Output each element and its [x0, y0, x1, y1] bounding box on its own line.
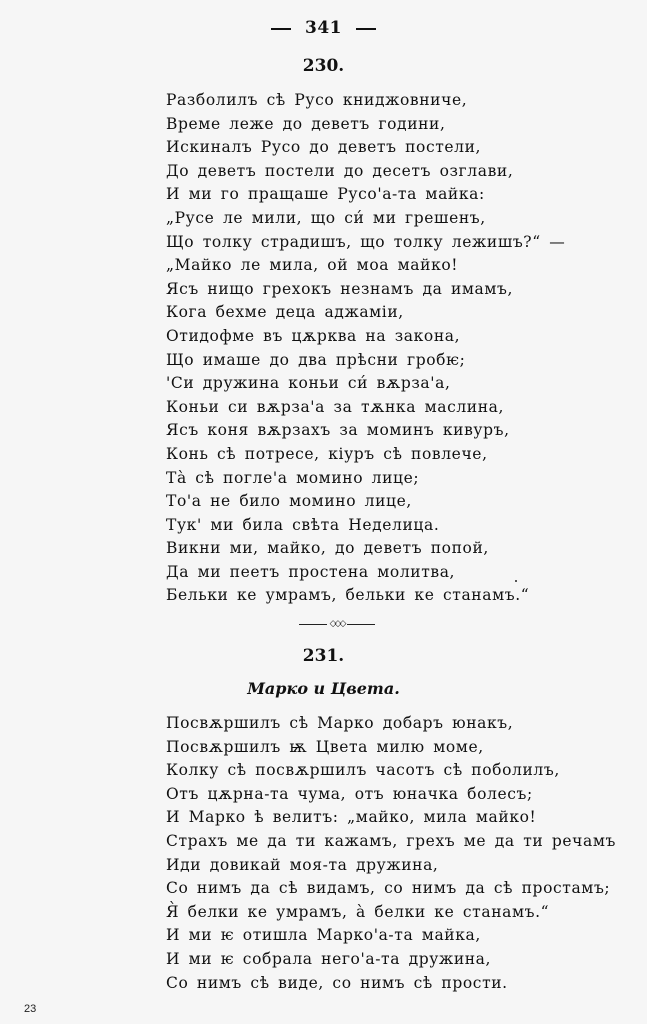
page-number-header	[0, 18, 647, 38]
signature-mark: 23	[24, 1003, 37, 1015]
verse-line: Со нимъ да сѣ видамъ, со нимъ да сѣ простамъ;	[166, 879, 611, 898]
verse-line: Иди довикай моя-та дружина,	[166, 855, 439, 874]
verse-line: „Майко ле мила, ой моа майко!	[166, 256, 459, 275]
poem-231-verses	[166, 712, 616, 995]
header-dash-right	[356, 28, 376, 30]
verse-line: И Марко ѣ велитъ: „майко, мила майко!	[166, 808, 537, 827]
section-divider	[299, 621, 375, 629]
verse-line: И ми ѥ отишла Марко'а-та майка,	[166, 926, 481, 945]
verse-line: То'а не било момино лице,	[166, 492, 412, 511]
verse-line: Време леже до деветъ години,	[166, 114, 446, 133]
verse-line: Що имаше до два прѣсни гробѥ;	[166, 350, 466, 369]
verse-line: 'Си дружина коньи си́ вѫрза'а,	[166, 374, 451, 393]
verse-line: Со нимъ сѣ виде, со нимъ сѣ прости.	[166, 973, 508, 992]
scan-speck	[515, 580, 517, 582]
verse-line: И ми ѥ собрала него'а-та дружина,	[166, 949, 492, 968]
header-dash-left	[271, 28, 291, 30]
verse-line: Да ми пеетъ простена молитва,	[166, 562, 456, 581]
verse-line: Коньи си вѫрза'а за тѫнка маслина,	[166, 397, 505, 416]
poem-number-230: 230.	[302, 56, 345, 76]
poem-title-231: Марко и Цвета.	[247, 679, 400, 698]
verse-line: Посвѫршилъ ѭ Цвета милю моме,	[166, 737, 484, 756]
verse-line: Отидофме въ цѫрква на закона,	[166, 326, 461, 345]
verse-line: Кога бехме деца аджамiи,	[166, 303, 404, 322]
verse-line: Страхъ ме да ти кажамъ, грехъ ме да ти речамъ	[166, 831, 616, 850]
verse-line: Що толку страдишъ, що толку лежишъ?“ —	[166, 232, 566, 251]
verse-line: И ми го пращаше Русо'а-та майка:	[166, 185, 485, 204]
divider-line-right	[347, 624, 375, 625]
divider-line-left	[299, 624, 327, 625]
verse-line: Колку сѣ посвѫршилъ часотъ сѣ поболилъ,	[166, 761, 560, 780]
page-number: 341	[305, 18, 342, 38]
verse-line: „Русе ле мили, що си́ ми грешенъ,	[166, 208, 486, 227]
verse-line: Отъ цѫрна-та чума, отъ юначка болесъ;	[166, 784, 533, 803]
verse-line: Конь сѣ потресе, кiуръ сѣ повлече,	[166, 444, 488, 463]
verse-line: Посвѫршилъ сѣ Марко добаръ юнакъ,	[166, 714, 514, 732]
poem-230-verses	[166, 89, 565, 608]
divider-ornament-icon: ◇◇◇	[329, 619, 345, 629]
verse-line: Тà сѣ погле'а момино лице;	[166, 468, 420, 487]
poem-number-231: 231.	[302, 646, 345, 666]
verse-line: До деветъ постели до десетъ озглави,	[166, 161, 514, 180]
verse-line: Бельки ке умрамъ, бельки ке станамъ.“	[166, 586, 530, 605]
verse-line: Искиналъ Русо до деветъ постели,	[166, 138, 482, 157]
verse-line: Ясъ коня вѫрзахъ за моминъ кивуръ,	[166, 421, 510, 440]
verse-line: Тук' ми била свѣта Неделица.	[166, 515, 440, 534]
verse-line: Я̀ белки ке умрамъ, à белки ке станамъ.“	[166, 902, 550, 921]
verse-line: Разболилъ сѣ Русо книджовниче,	[166, 91, 468, 109]
verse-line: Ясъ нищо грехокъ незнамъ да имамъ,	[166, 279, 514, 298]
verse-line: Викни ми, майко, до деветъ попой,	[166, 539, 489, 558]
